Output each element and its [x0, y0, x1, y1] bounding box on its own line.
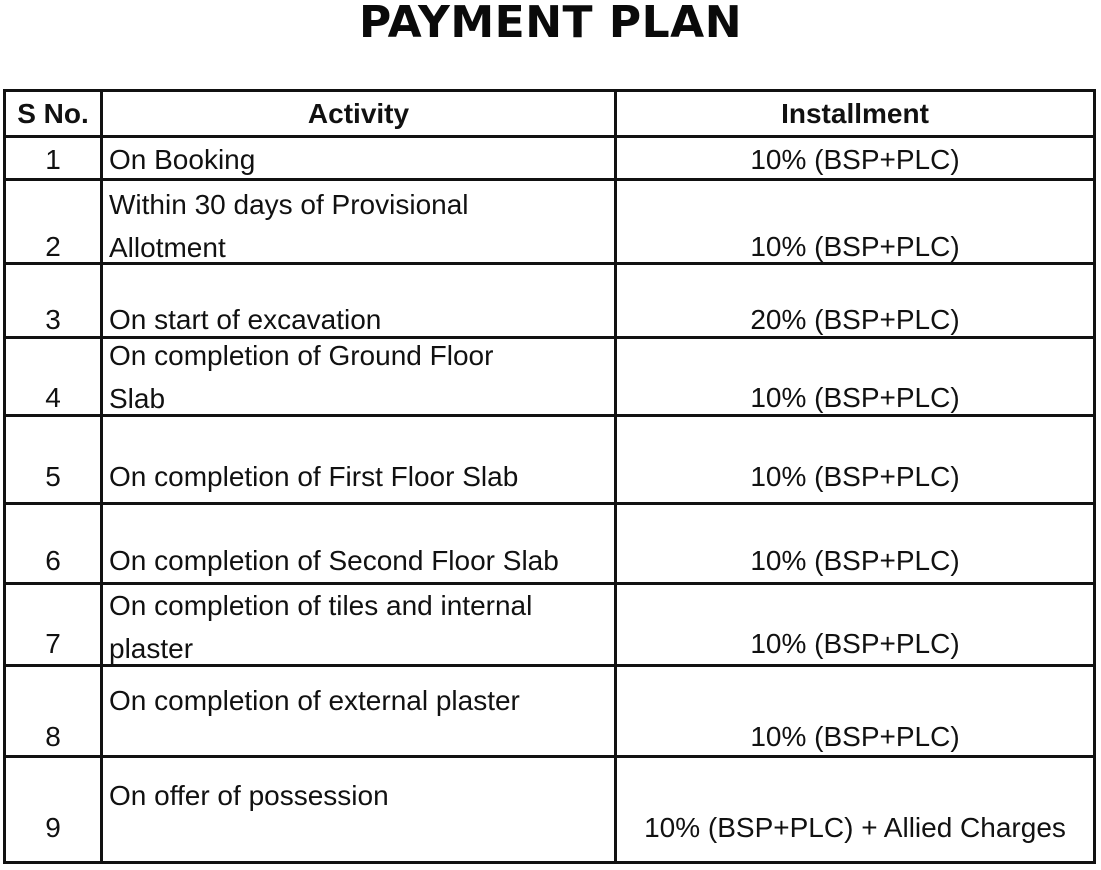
- row-activity: On Booking: [109, 144, 256, 175]
- header-activity: Activity: [307, 98, 410, 129]
- row-installment: 10% (BSP+PLC): [750, 545, 960, 576]
- row-sno: 4: [45, 382, 61, 413]
- row-activity: On completion of Ground Floor: [109, 340, 494, 371]
- row-activity: Within 30 days of Provisional: [109, 189, 469, 220]
- row-activity: On completion of First Floor Slab: [109, 461, 519, 492]
- row-activity: On completion of external plaster: [109, 685, 520, 716]
- row-activity: Allotment: [109, 232, 226, 263]
- row-divider: [6, 664, 1093, 667]
- row-sno: 9: [45, 812, 61, 843]
- header-sno: S No.: [17, 98, 89, 129]
- row-activity: plaster: [109, 633, 194, 664]
- row-installment: 10% (BSP+PLC): [750, 382, 960, 413]
- row-installment: 10% (BSP+PLC) + Allied Charges: [644, 812, 1066, 843]
- row-sno: 3: [45, 304, 61, 335]
- row-installment: 20% (BSP+PLC): [750, 304, 960, 335]
- payment-plan-table: [3, 89, 1096, 864]
- row-divider: [6, 178, 1093, 181]
- row-activity: On start of excavation: [109, 304, 382, 335]
- row-divider: [6, 502, 1093, 505]
- row-installment: 10% (BSP+PLC): [750, 144, 960, 175]
- row-installment: 10% (BSP+PLC): [750, 461, 960, 492]
- row-activity: On completion of Second Floor Slab: [109, 545, 559, 576]
- row-sno: 6: [45, 545, 61, 576]
- row-installment: 10% (BSP+PLC): [750, 721, 960, 752]
- row-installment: 10% (BSP+PLC): [750, 231, 960, 262]
- page-title: PAYMENT PLAN: [358, 0, 743, 48]
- row-activity: On offer of possession: [109, 780, 389, 811]
- row-installment: 10% (BSP+PLC): [750, 628, 960, 659]
- row-activity: Slab: [109, 383, 166, 414]
- row-sno: 7: [45, 628, 61, 659]
- row-activity: On completion of tiles and internal: [109, 590, 533, 621]
- row-sno: 5: [45, 461, 61, 492]
- row-divider: [6, 262, 1093, 265]
- row-sno: 8: [45, 721, 61, 752]
- header-installment: Installment: [781, 98, 929, 129]
- row-divider: [6, 755, 1093, 758]
- row-divider: [6, 414, 1093, 417]
- row-sno: 1: [45, 144, 61, 175]
- row-sno: 2: [45, 231, 61, 262]
